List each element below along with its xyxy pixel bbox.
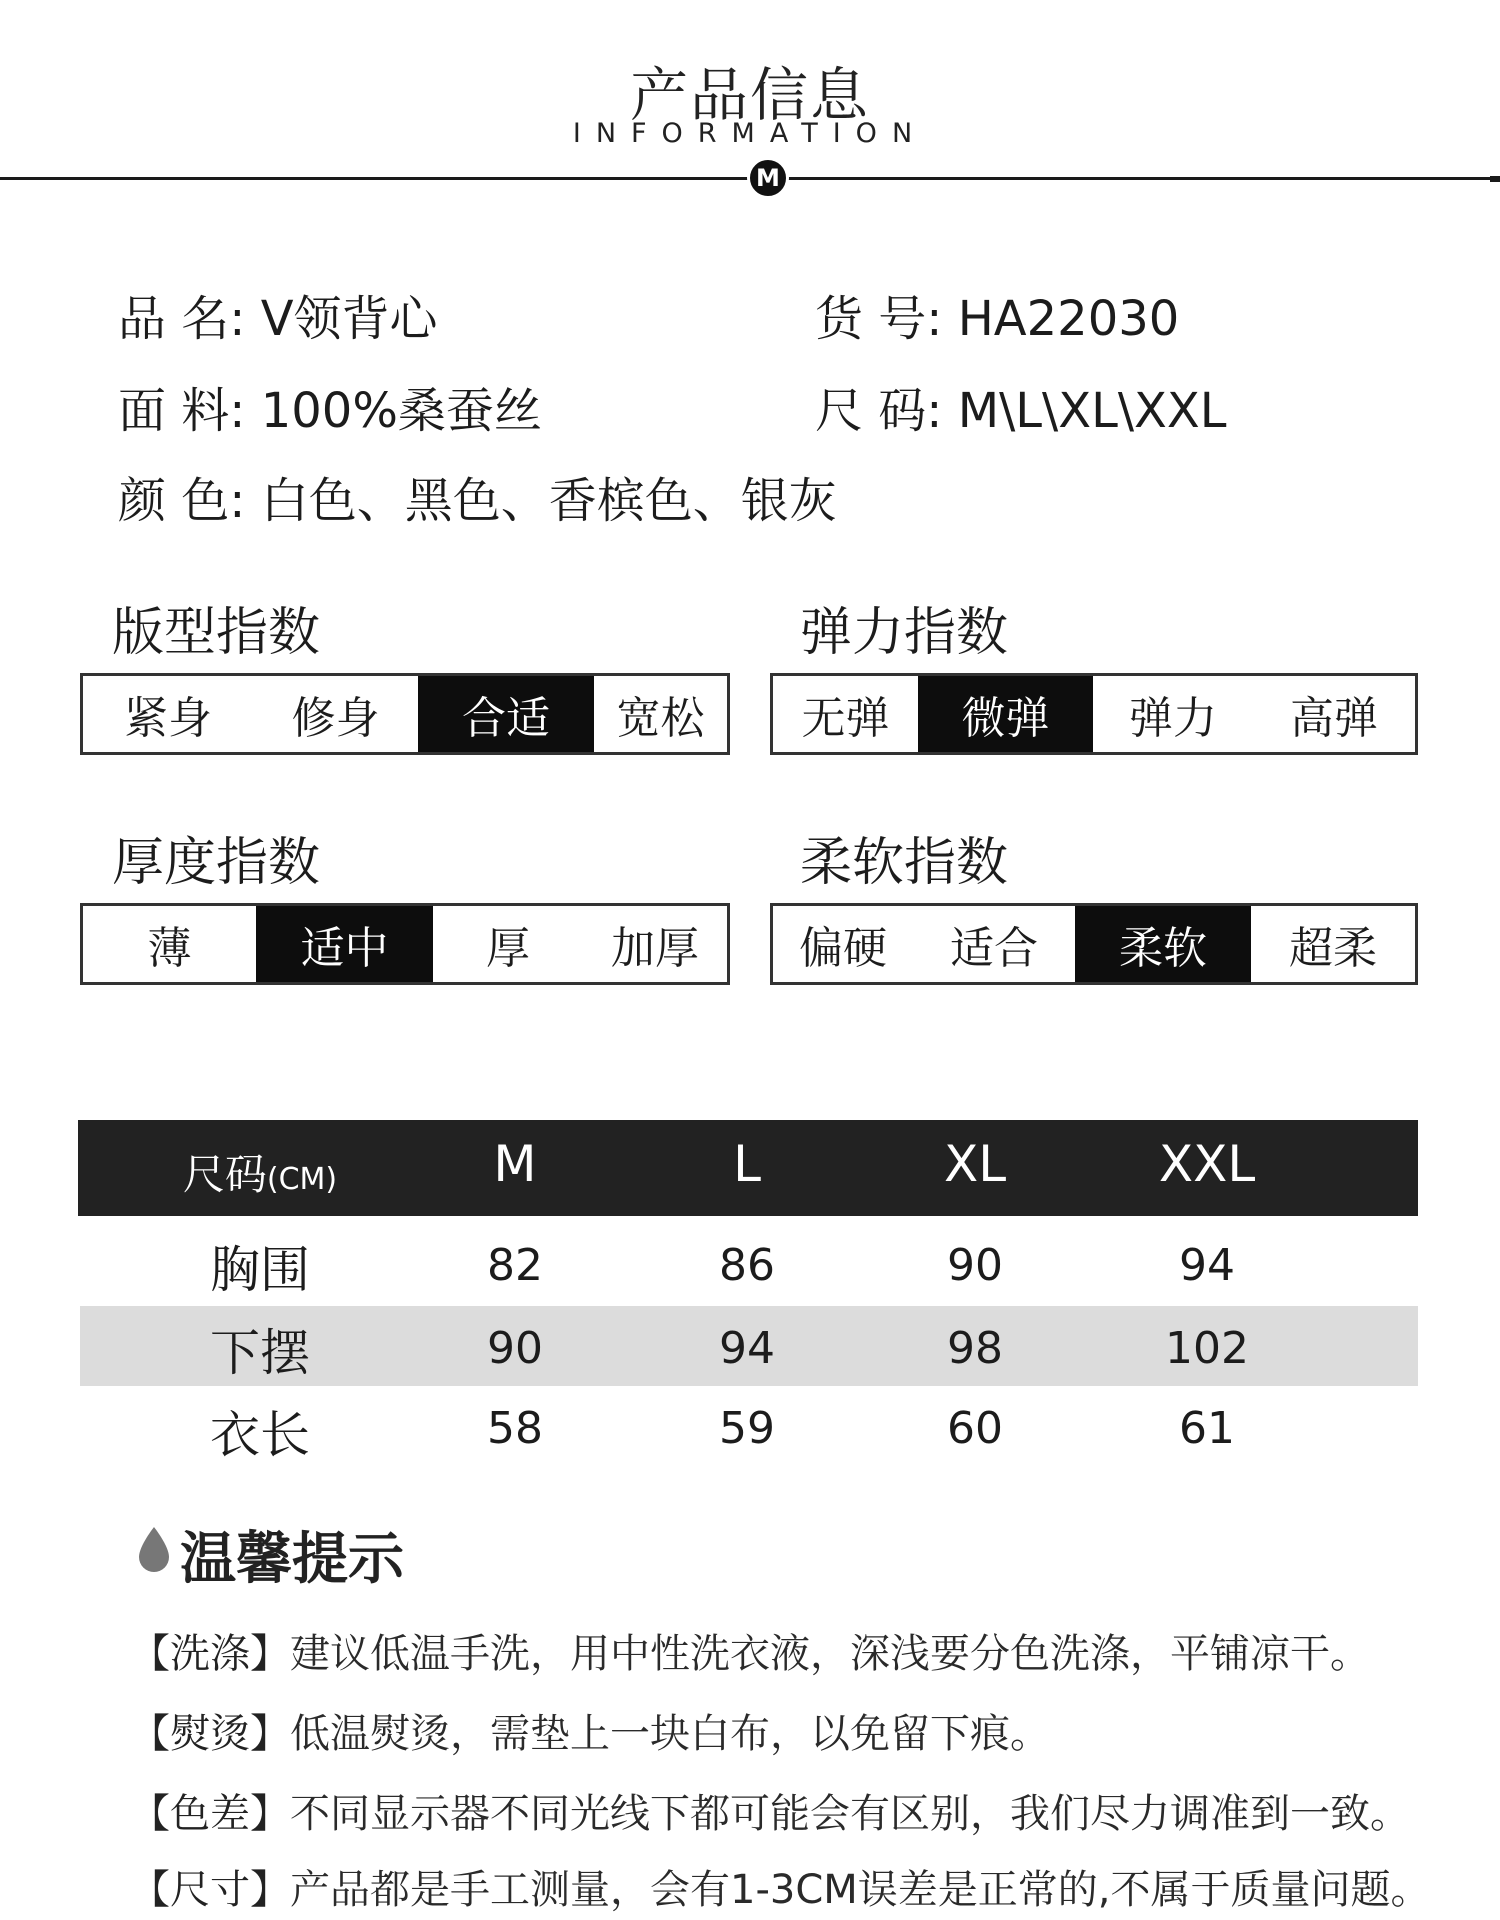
thickness-option: 加厚 xyxy=(611,923,699,974)
info-size-value: M\L\XL\XXL xyxy=(957,383,1227,439)
softness-option: 超柔 xyxy=(1289,923,1377,974)
elastic-option: 高弹 xyxy=(1290,693,1378,744)
info-fabric xyxy=(118,372,542,441)
info-sku-label: 货 号: xyxy=(815,291,943,347)
tip-key: 【尺寸】 xyxy=(130,1867,290,1913)
tip-item xyxy=(130,1858,1431,1915)
elastic-option: 微弹 xyxy=(918,676,1093,752)
softness-option: 偏硬 xyxy=(799,923,887,974)
size-header-xl: XL xyxy=(943,1135,1007,1193)
size-header-label-text: 尺码 xyxy=(182,1150,267,1199)
table-cell: 94 xyxy=(1179,1240,1235,1291)
elastic-index-title: 弹力指数 xyxy=(800,603,1009,663)
softness-index-title: 柔软指数 xyxy=(800,833,1009,893)
tip-item xyxy=(130,1622,1370,1679)
m-badge-icon: M xyxy=(747,157,789,199)
table-row-label: 胸围 xyxy=(210,1241,310,1299)
thickness-index-scale xyxy=(80,903,730,985)
size-header-unit: (CM) xyxy=(266,1162,338,1197)
thickness-option: 厚 xyxy=(486,923,530,974)
softness-option: 适合 xyxy=(950,923,1038,974)
table-cell: 90 xyxy=(947,1240,1003,1291)
size-header-m: M xyxy=(493,1135,537,1193)
elastic-option: 弹力 xyxy=(1129,693,1217,744)
thickness-option: 适中 xyxy=(256,906,433,982)
table-row-label: 衣长 xyxy=(210,1406,310,1464)
softness-index-scale xyxy=(770,903,1418,985)
tip-item xyxy=(130,1782,1410,1839)
table-cell: 59 xyxy=(719,1403,775,1454)
thickness-option: 薄 xyxy=(147,923,192,974)
info-color xyxy=(118,462,837,531)
info-size xyxy=(815,372,1227,441)
table-cell: 90 xyxy=(487,1323,543,1374)
page-subtitle: INFORMATION xyxy=(572,118,928,149)
tip-key: 【色差】 xyxy=(130,1791,290,1837)
size-header-xxl: XXL xyxy=(1158,1135,1256,1193)
info-sku xyxy=(815,280,1179,349)
info-size-label: 尺 码: xyxy=(815,383,943,439)
info-fabric-label: 面 料: xyxy=(118,383,246,439)
table-cell: 86 xyxy=(719,1240,775,1291)
info-name-label: 品 名: xyxy=(118,291,246,347)
fit-option: 合适 xyxy=(418,676,594,752)
info-color-label: 颜 色: xyxy=(118,473,246,529)
info-name-value: V领背心 xyxy=(260,291,438,347)
elastic-index-scale xyxy=(770,673,1418,755)
fit-option: 宽松 xyxy=(616,693,705,744)
table-cell: 61 xyxy=(1179,1403,1235,1454)
drop-icon xyxy=(134,1524,174,1574)
size-header-l: L xyxy=(733,1135,761,1193)
fit-index-title: 版型指数 xyxy=(112,603,321,663)
table-row-label: 下摆 xyxy=(210,1324,310,1382)
tip-key: 【熨烫】 xyxy=(130,1711,290,1757)
tip-text: 不同显示器不同光线下都可能会有区别，我们尽力调准到一致。 xyxy=(290,1791,1410,1837)
table-cell: 94 xyxy=(719,1323,775,1374)
info-sku-value: HA22030 xyxy=(957,291,1180,347)
page-title: 产品信息 xyxy=(629,61,870,129)
header-divider-end xyxy=(1490,176,1500,182)
fit-option: 紧身 xyxy=(124,693,212,744)
elastic-option: 无弹 xyxy=(801,693,890,744)
table-cell: 82 xyxy=(487,1240,543,1291)
tip-text: 建议低温手洗，用中性洗衣液，深浅要分色洗涤，平铺凉干。 xyxy=(290,1631,1370,1677)
fit-option: 修身 xyxy=(291,693,380,744)
table-cell: 60 xyxy=(947,1403,1003,1454)
table-cell: 58 xyxy=(487,1403,543,1454)
tip-key: 【洗涤】 xyxy=(130,1631,290,1677)
thickness-index-title: 厚度指数 xyxy=(112,833,321,893)
table-cell: 102 xyxy=(1165,1323,1249,1374)
info-name xyxy=(118,280,438,349)
info-color-value: 白色、黑色、香槟色、银灰 xyxy=(260,473,837,529)
softness-option: 柔软 xyxy=(1075,906,1251,982)
info-fabric-value: 100%桑蚕丝 xyxy=(260,383,542,439)
tips-title: 温馨提示 xyxy=(180,1527,404,1592)
tip-text: 低温熨烫，需垫上一块白布，以免留下痕。 xyxy=(290,1711,1050,1757)
size-table-header-label xyxy=(150,1142,370,1202)
fit-index-scale xyxy=(80,673,730,755)
tip-text: 产品都是手工测量，会有1-3CM误差是正常的,不属于质量问题。 xyxy=(290,1867,1431,1913)
tip-item xyxy=(130,1702,1050,1759)
table-cell: 98 xyxy=(947,1323,1003,1374)
